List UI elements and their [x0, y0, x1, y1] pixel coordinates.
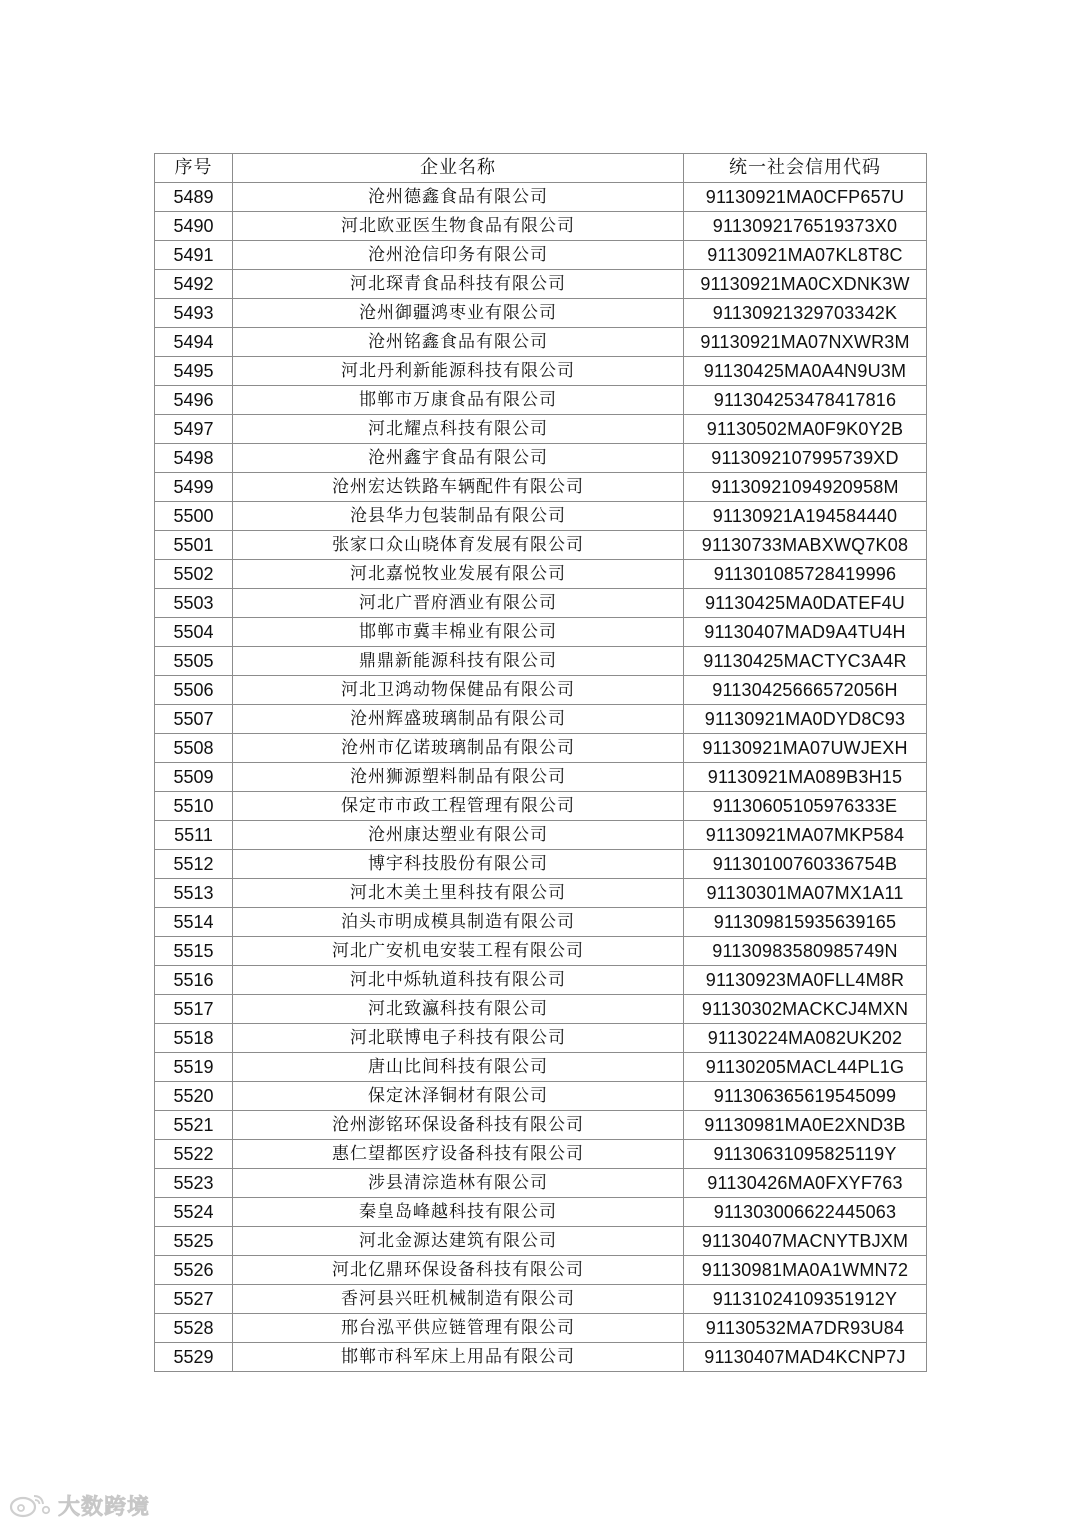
row-credit-code-cell: 91130502MA0F9K0Y2B — [684, 415, 927, 444]
row-seq-cell: 5525 — [155, 1227, 233, 1256]
row-company-name-cell: 沧州御疆鸿枣业有限公司 — [233, 299, 684, 328]
row-company-name-cell: 沧州沧信印务有限公司 — [233, 241, 684, 270]
row-company-name-cell: 邯郸市科军床上用品有限公司 — [233, 1343, 684, 1372]
row-seq-cell: 5528 — [155, 1314, 233, 1343]
row-credit-code-cell: 91130921MA07MKP584 — [684, 821, 927, 850]
row-company-name-cell: 沧州宏达铁路车辆配件有限公司 — [233, 473, 684, 502]
row-company-name-cell: 沧州狮源塑料制品有限公司 — [233, 763, 684, 792]
table-row — [155, 995, 927, 1024]
row-company-name-cell: 沧州德鑫食品有限公司 — [233, 183, 684, 212]
row-credit-code-cell: 91130921MA07UWJEXH — [684, 734, 927, 763]
table-row — [155, 1082, 927, 1111]
row-company-name-cell: 博宇科技股份有限公司 — [233, 850, 684, 879]
row-company-name-cell: 河北欧亚医生物食品有限公司 — [233, 212, 684, 241]
row-credit-code-cell: 91130733MABXWQ7K08 — [684, 531, 927, 560]
table-row — [155, 1314, 927, 1343]
table-row — [155, 1285, 927, 1314]
row-seq-cell: 5523 — [155, 1169, 233, 1198]
row-credit-code-cell: 91130425666572056H — [684, 676, 927, 705]
row-company-name-cell: 泊头市明成模具制造有限公司 — [233, 908, 684, 937]
row-company-name-cell: 河北致瀛科技有限公司 — [233, 995, 684, 1024]
table-row — [155, 560, 927, 589]
row-credit-code-cell: 91130205MACL44PL1G — [684, 1053, 927, 1082]
row-credit-code-cell: 91130425MA0A4N9U3M — [684, 357, 927, 386]
row-company-name-cell: 沧州鑫宇食品有限公司 — [233, 444, 684, 473]
row-credit-code-cell: 911309815935639165 — [684, 908, 927, 937]
watermark-logo-icon — [8, 1490, 52, 1520]
row-company-name-cell: 鼎鼎新能源科技有限公司 — [233, 647, 684, 676]
table-row — [155, 357, 927, 386]
row-company-name-cell: 河北丹利新能源科技有限公司 — [233, 357, 684, 386]
table-row — [155, 908, 927, 937]
row-seq-cell: 5507 — [155, 705, 233, 734]
row-seq-cell: 5491 — [155, 241, 233, 270]
row-credit-code-cell: 9113102410935191​2Y — [684, 1285, 927, 1314]
table-row — [155, 966, 927, 995]
row-credit-code-cell: 91130921094920958M — [684, 473, 927, 502]
header-code: 统一社会信用代码 — [684, 154, 927, 183]
row-credit-code-cell: 91130425MA0DATEF4U — [684, 589, 927, 618]
row-credit-code-cell: 91130426MA0FXYF763 — [684, 1169, 927, 1198]
row-credit-code-cell: 91130302MACKCJ4MXN — [684, 995, 927, 1024]
table-row — [155, 328, 927, 357]
row-credit-code-cell: 9113092107995739XD — [684, 444, 927, 473]
row-seq-cell: 5524 — [155, 1198, 233, 1227]
row-company-name-cell: 沧州康达塑业有限公司 — [233, 821, 684, 850]
table-body — [155, 183, 927, 1372]
row-credit-code-cell: 911306365619545099 — [684, 1082, 927, 1111]
row-company-name-cell: 河北琛青食品科技有限公司 — [233, 270, 684, 299]
row-company-name-cell: 涉县清淙造林有限公司 — [233, 1169, 684, 1198]
row-credit-code-cell: 91130983580985749N — [684, 937, 927, 966]
row-seq-cell: 5496 — [155, 386, 233, 415]
table-row — [155, 792, 927, 821]
table-row — [155, 1256, 927, 1285]
row-credit-code-cell: 9113092176519373X0 — [684, 212, 927, 241]
row-seq-cell: 5495 — [155, 357, 233, 386]
row-credit-code-cell: 91130923MA0FLL4M8R — [684, 966, 927, 995]
row-seq-cell: 5527 — [155, 1285, 233, 1314]
row-seq-cell: 5499 — [155, 473, 233, 502]
row-credit-code-cell: 91130532MA7DR93U84 — [684, 1314, 927, 1343]
row-seq-cell: 5498 — [155, 444, 233, 473]
row-seq-cell: 5517 — [155, 995, 233, 1024]
table-header-row — [155, 154, 927, 183]
row-company-name-cell: 保定市市政工程管理有限公司 — [233, 792, 684, 821]
table-row — [155, 705, 927, 734]
row-credit-code-cell: 91130224MA082UK202 — [684, 1024, 927, 1053]
table-row — [155, 821, 927, 850]
table-row — [155, 618, 927, 647]
row-company-name-cell: 河北广安机电安装工程有限公司 — [233, 937, 684, 966]
row-company-name-cell: 惠仁望都医疗设备科技有限公司 — [233, 1140, 684, 1169]
row-seq-cell: 5492 — [155, 270, 233, 299]
table-row — [155, 879, 927, 908]
row-credit-code-cell: 91130921MA0CFP657U — [684, 183, 927, 212]
row-company-name-cell: 沧州市亿诺玻璃制品有限公司 — [233, 734, 684, 763]
row-credit-code-cell: 91130407MAD4KCNP7J — [684, 1343, 927, 1372]
table-row — [155, 212, 927, 241]
row-credit-code-cell: 91130921MA07NXWR3M — [684, 328, 927, 357]
row-credit-code-cell: 91130301MA07MX1A11 — [684, 879, 927, 908]
row-seq-cell: 5520 — [155, 1082, 233, 1111]
row-seq-cell: 5521 — [155, 1111, 233, 1140]
row-seq-cell: 5513 — [155, 879, 233, 908]
table-row — [155, 734, 927, 763]
row-seq-cell: 5508 — [155, 734, 233, 763]
table-row — [155, 502, 927, 531]
table-row — [155, 299, 927, 328]
row-company-name-cell: 秦皇岛峰越科技有限公司 — [233, 1198, 684, 1227]
row-company-name-cell: 河北卫鸿动物保健品有限公司 — [233, 676, 684, 705]
table-row — [155, 241, 927, 270]
row-credit-code-cell: 911301085728419996 — [684, 560, 927, 589]
row-company-name-cell: 河北嘉悦牧业发展有限公司 — [233, 560, 684, 589]
row-company-name-cell: 河北联博电子科技有限公司 — [233, 1024, 684, 1053]
row-company-name-cell: 沧县华力包装制品有限公司 — [233, 502, 684, 531]
row-company-name-cell: 邢台泓平供应链管理有限公司 — [233, 1314, 684, 1343]
table-row — [155, 647, 927, 676]
row-company-name-cell: 保定沐泽铜材有限公司 — [233, 1082, 684, 1111]
row-company-name-cell: 河北木美土里科技有限公司 — [233, 879, 684, 908]
table-row — [155, 1198, 927, 1227]
row-credit-code-cell: 91130921MA07KL8T8C — [684, 241, 927, 270]
row-seq-cell: 5510 — [155, 792, 233, 821]
row-seq-cell: 5515 — [155, 937, 233, 966]
table-row — [155, 1140, 927, 1169]
row-seq-cell: 5501 — [155, 531, 233, 560]
row-seq-cell: 5503 — [155, 589, 233, 618]
row-company-name-cell: 沧州澎铭环保设备科技有限公司 — [233, 1111, 684, 1140]
row-credit-code-cell: 91130921MA089B3H15 — [684, 763, 927, 792]
row-seq-cell: 5512 — [155, 850, 233, 879]
row-credit-code-cell: 911304253478417816 — [684, 386, 927, 415]
table-row — [155, 676, 927, 705]
row-company-name-cell: 河北金源达建筑有限公司 — [233, 1227, 684, 1256]
row-credit-code-cell: 91130605105976333E — [684, 792, 927, 821]
row-seq-cell: 5502 — [155, 560, 233, 589]
row-seq-cell: 5497 — [155, 415, 233, 444]
row-seq-cell: 5519 — [155, 1053, 233, 1082]
table-row — [155, 1169, 927, 1198]
row-company-name-cell: 邯郸市万康食品有限公司 — [233, 386, 684, 415]
row-seq-cell: 5500 — [155, 502, 233, 531]
row-seq-cell: 5511 — [155, 821, 233, 850]
row-credit-code-cell: 91130425MACTYC3A4R — [684, 647, 927, 676]
row-seq-cell: 5493 — [155, 299, 233, 328]
row-seq-cell: 5494 — [155, 328, 233, 357]
row-seq-cell: 5529 — [155, 1343, 233, 1372]
row-credit-code-cell: 9113063109582511​9Y — [684, 1140, 927, 1169]
row-company-name-cell: 张家口众山晓体育发展有限公司 — [233, 531, 684, 560]
row-credit-code-cell: 91130921329703342K — [684, 299, 927, 328]
row-credit-code-cell: 91130100760336754B — [684, 850, 927, 879]
table-row — [155, 1227, 927, 1256]
row-company-name-cell: 唐山比间科技有限公司 — [233, 1053, 684, 1082]
row-seq-cell: 5509 — [155, 763, 233, 792]
row-credit-code-cell: 91130407MAD9A4TU4H — [684, 618, 927, 647]
row-seq-cell: 5518 — [155, 1024, 233, 1053]
table-row — [155, 270, 927, 299]
table-row — [155, 473, 927, 502]
row-seq-cell: 5505 — [155, 647, 233, 676]
row-seq-cell: 5514 — [155, 908, 233, 937]
row-company-name-cell: 沧州铭鑫食品有限公司 — [233, 328, 684, 357]
row-company-name-cell: 沧州辉盛玻璃制品有限公司 — [233, 705, 684, 734]
table-row — [155, 937, 927, 966]
row-credit-code-cell: 91130921A194584440 — [684, 502, 927, 531]
table-row — [155, 1111, 927, 1140]
row-seq-cell: 5504 — [155, 618, 233, 647]
table-row — [155, 1053, 927, 1082]
row-company-name-cell: 河北广晋府酒业有限公司 — [233, 589, 684, 618]
table-row — [155, 386, 927, 415]
row-credit-code-cell: 911303006622445063 — [684, 1198, 927, 1227]
table-row — [155, 1024, 927, 1053]
table-row — [155, 415, 927, 444]
row-credit-code-cell: 91130407MACNYTBJXM — [684, 1227, 927, 1256]
table-row — [155, 183, 927, 212]
row-company-name-cell: 河北中烁轨道科技有限公司 — [233, 966, 684, 995]
row-credit-code-cell: 91130921MA0CXDNK3W — [684, 270, 927, 299]
row-credit-code-cell: 91130921MA0DYD8C93 — [684, 705, 927, 734]
row-seq-cell: 5490 — [155, 212, 233, 241]
row-credit-code-cell: 91130981MA0A1WMN72 — [684, 1256, 927, 1285]
row-company-name-cell: 香河县兴旺机械制造有限公司 — [233, 1285, 684, 1314]
row-credit-code-cell: 91130981MA0E2XND3B — [684, 1111, 927, 1140]
header-name: 企业名称 — [233, 154, 684, 183]
table-row — [155, 850, 927, 879]
watermark — [8, 1488, 150, 1522]
table-row — [155, 1343, 927, 1372]
watermark-text: 大数跨境 — [58, 1494, 151, 1520]
table-row — [155, 763, 927, 792]
row-seq-cell: 5516 — [155, 966, 233, 995]
row-company-name-cell: 河北亿鼎环保设备科技有限公司 — [233, 1256, 684, 1285]
enterprise-table — [154, 153, 927, 1372]
row-company-name-cell: 河北耀点科技有限公司 — [233, 415, 684, 444]
table-row — [155, 589, 927, 618]
row-seq-cell: 5522 — [155, 1140, 233, 1169]
header-seq: 序号 — [155, 154, 233, 183]
table-row — [155, 444, 927, 473]
row-seq-cell: 5506 — [155, 676, 233, 705]
row-company-name-cell: 邯郸市冀丰棉业有限公司 — [233, 618, 684, 647]
row-seq-cell: 5489 — [155, 183, 233, 212]
row-seq-cell: 5526 — [155, 1256, 233, 1285]
table-row — [155, 531, 927, 560]
